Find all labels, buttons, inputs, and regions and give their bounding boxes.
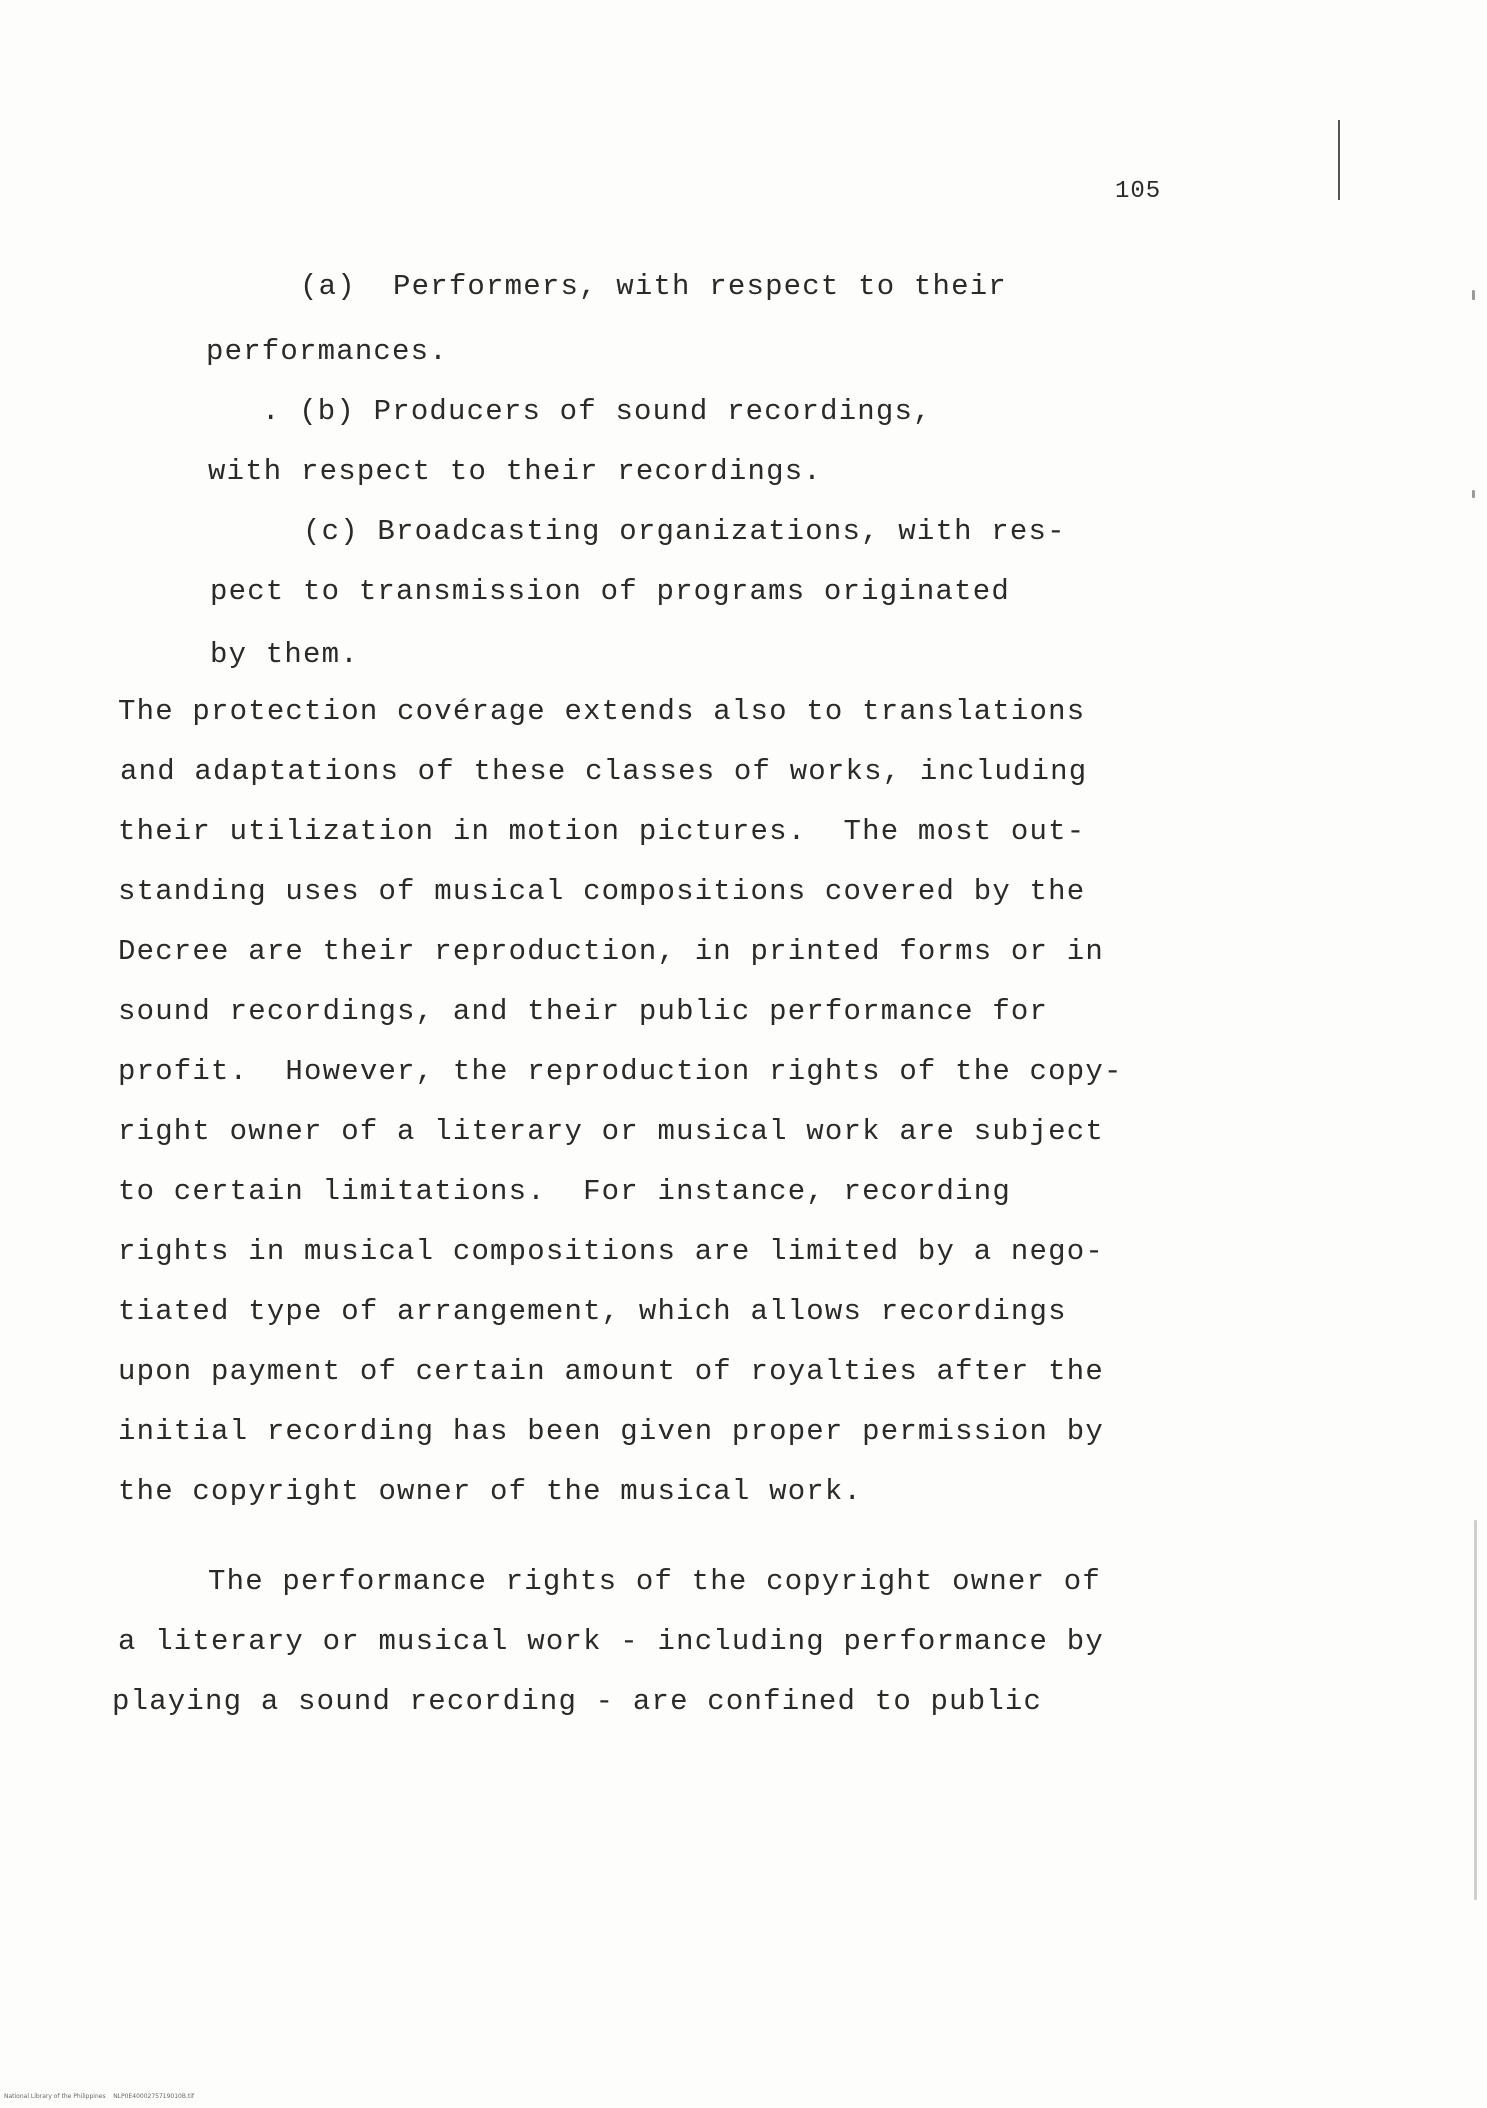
scan-speck [1472, 490, 1475, 498]
text-line: pect to transmission of programs originated [210, 575, 1010, 608]
text-line: and adaptations of these classes of works, including [120, 755, 1088, 788]
text-line: (c) Broadcasting organizations, with res- [303, 515, 1066, 548]
text-line: Decree are their reproduction, in printed forms or in [118, 935, 1104, 968]
text-line: a literary or musical work - including performance by [118, 1625, 1104, 1658]
text-line: right owner of a literary or musical work are subject [118, 1115, 1104, 1148]
text-line: profit. However, the reproduction rights of the copy- [118, 1055, 1123, 1088]
text-line: The performance rights of the copyright owner of [208, 1565, 1101, 1598]
text-line: The protection covérage extends also to translations [118, 695, 1086, 728]
text-line: by them. [210, 638, 359, 671]
text-line: . (b) Producers of sound recordings, [262, 395, 932, 428]
scan-edge-mark [1338, 120, 1340, 200]
text-line: sound recordings, and their public performance for [118, 995, 1049, 1028]
text-line: tiated type of arrangement, which allows recordings [118, 1295, 1067, 1328]
page-number: 105 [1115, 178, 1162, 205]
text-line: to certain limitations. For instance, recording [118, 1175, 1011, 1208]
text-line: with respect to their recordings. [208, 455, 822, 488]
text-line: their utilization in motion pictures. The most out- [118, 815, 1086, 848]
scan-speck [1474, 1520, 1477, 1900]
text-line: the copyright owner of the musical work. [118, 1475, 863, 1508]
scan-footer: National Library of the Philippines NLP0E4000275719010B.tif [4, 2093, 195, 2100]
text-line: upon payment of certain amount of royalties after the [118, 1355, 1104, 1388]
text-line: standing uses of musical compositions covered by the [118, 875, 1086, 908]
text-line: initial recording has been given proper permission by [118, 1415, 1104, 1448]
text-line: playing a sound recording - are confined to public [112, 1685, 1043, 1718]
text-line: rights in musical compositions are limited by a nego- [118, 1235, 1104, 1268]
scan-speck [1472, 290, 1475, 300]
text-line: performances. [206, 335, 448, 368]
text-line: (a) Performers, with respect to their [300, 270, 1007, 303]
